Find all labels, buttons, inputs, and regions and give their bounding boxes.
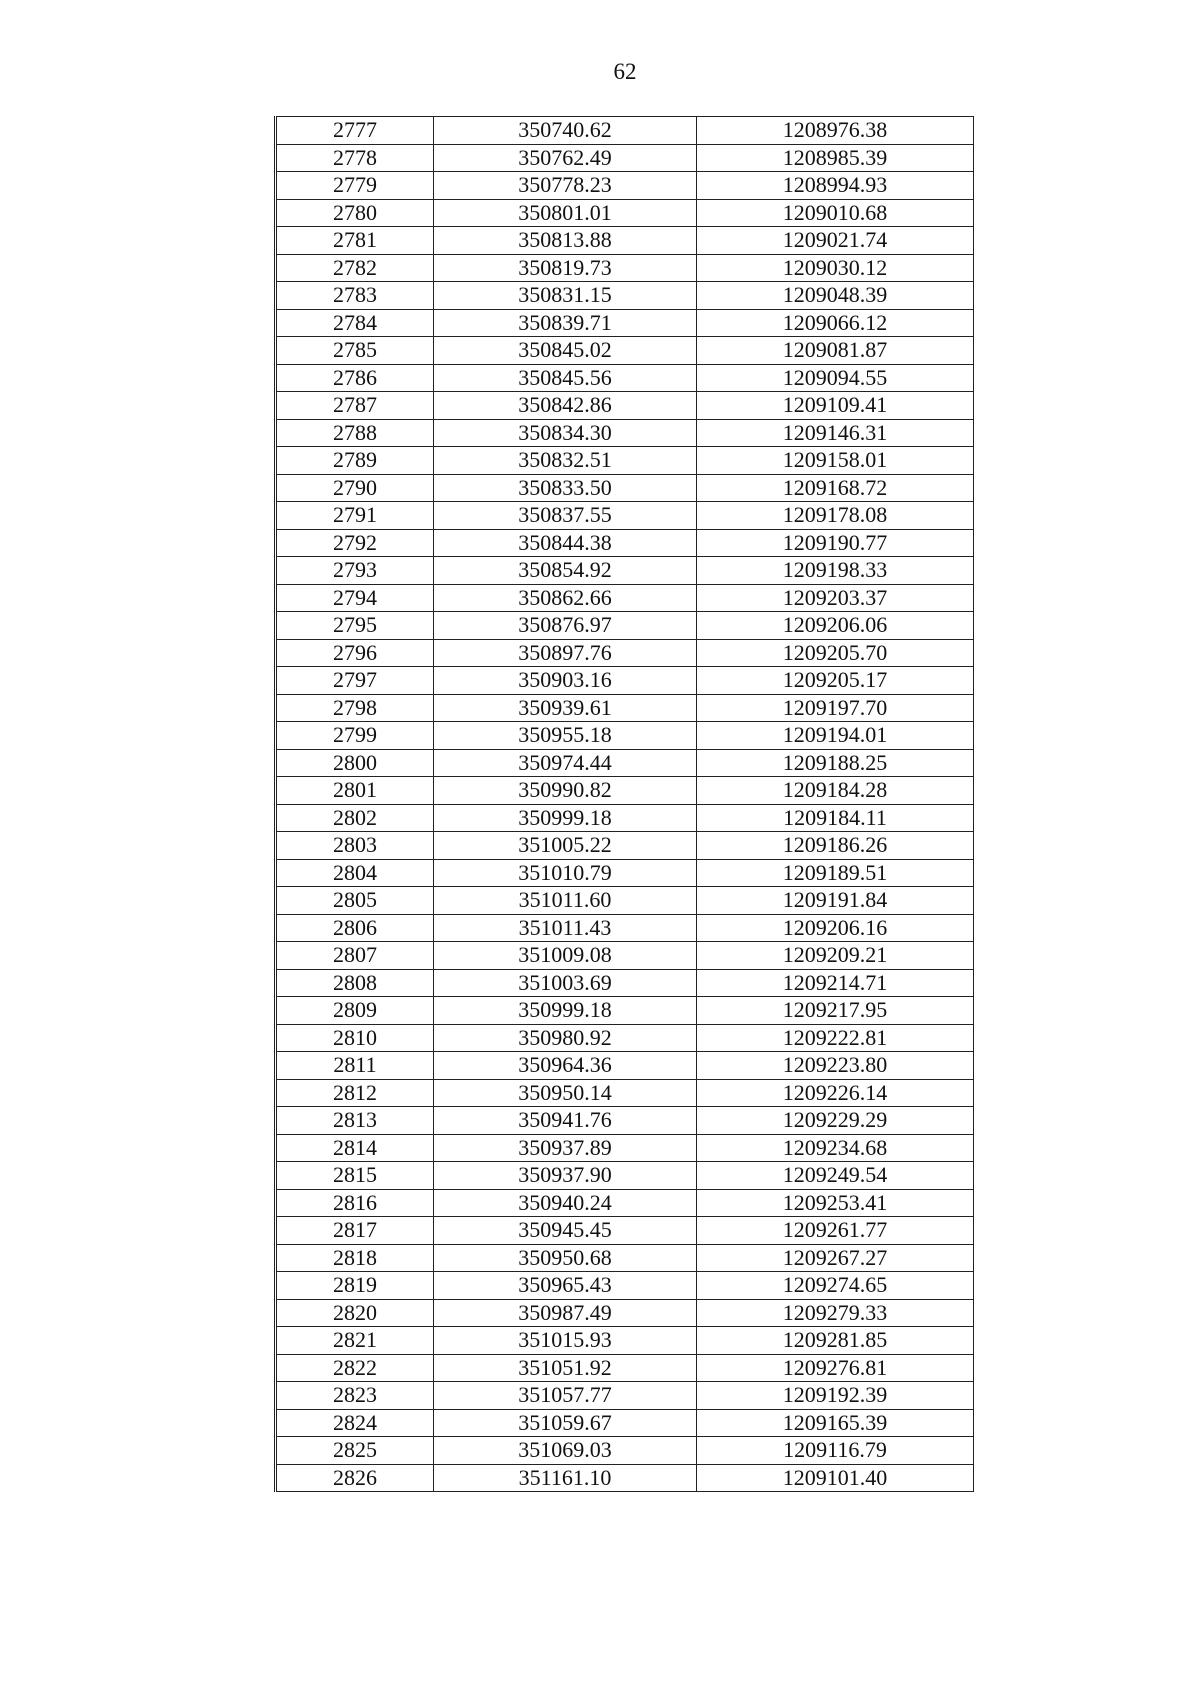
x-coordinate-cell: 351005.22 — [434, 832, 697, 860]
point-number-cell: 2814 — [276, 1134, 434, 1162]
point-number-cell: 2780 — [276, 199, 434, 227]
y-coordinate-cell: 1209274.65 — [697, 1272, 974, 1300]
table-row — [276, 1189, 974, 1217]
table-row — [276, 1079, 974, 1107]
table-row — [276, 364, 974, 392]
table-row — [276, 557, 974, 585]
table-row — [276, 584, 974, 612]
y-coordinate-cell: 1209116.79 — [697, 1437, 974, 1465]
point-number-cell: 2784 — [276, 309, 434, 337]
point-number-cell: 2825 — [276, 1437, 434, 1465]
x-coordinate-cell: 350999.18 — [434, 804, 697, 832]
point-number-cell: 2824 — [276, 1409, 434, 1437]
x-coordinate-cell: 350844.38 — [434, 529, 697, 557]
y-coordinate-cell: 1209178.08 — [697, 502, 974, 530]
table-row — [276, 392, 974, 420]
x-coordinate-cell: 350937.89 — [434, 1134, 697, 1162]
x-coordinate-cell: 351011.60 — [434, 887, 697, 915]
y-coordinate-cell: 1209281.85 — [697, 1327, 974, 1355]
point-number-cell: 2779 — [276, 172, 434, 200]
y-coordinate-cell: 1209205.70 — [697, 639, 974, 667]
x-coordinate-cell: 351051.92 — [434, 1354, 697, 1382]
x-coordinate-cell: 350999.18 — [434, 997, 697, 1025]
point-number-cell: 2789 — [276, 447, 434, 475]
x-coordinate-cell: 350939.61 — [434, 694, 697, 722]
y-coordinate-cell: 1209094.55 — [697, 364, 974, 392]
point-number-cell: 2812 — [276, 1079, 434, 1107]
point-number-cell: 2778 — [276, 144, 434, 172]
table-row — [276, 199, 974, 227]
point-number-cell: 2808 — [276, 969, 434, 997]
point-number-cell: 2797 — [276, 667, 434, 695]
table-row — [276, 144, 974, 172]
table-row — [276, 1327, 974, 1355]
x-coordinate-cell: 351009.08 — [434, 942, 697, 970]
table-row — [276, 309, 974, 337]
x-coordinate-cell: 350940.24 — [434, 1189, 697, 1217]
table-row — [276, 1464, 974, 1492]
point-number-cell: 2799 — [276, 722, 434, 750]
y-coordinate-cell: 1209234.68 — [697, 1134, 974, 1162]
table-row — [276, 502, 974, 530]
table-row — [276, 1299, 974, 1327]
y-coordinate-cell: 1208976.38 — [697, 117, 974, 145]
y-coordinate-cell: 1209186.26 — [697, 832, 974, 860]
y-coordinate-cell: 1209021.74 — [697, 227, 974, 255]
x-coordinate-cell: 350845.02 — [434, 337, 697, 365]
point-number-cell: 2807 — [276, 942, 434, 970]
x-coordinate-cell: 350980.92 — [434, 1024, 697, 1052]
y-coordinate-cell: 1209109.41 — [697, 392, 974, 420]
x-coordinate-cell: 350987.49 — [434, 1299, 697, 1327]
x-coordinate-cell: 351161.10 — [434, 1464, 697, 1492]
point-number-cell: 2815 — [276, 1162, 434, 1190]
x-coordinate-cell: 350813.88 — [434, 227, 697, 255]
y-coordinate-cell: 1209229.29 — [697, 1107, 974, 1135]
y-coordinate-cell: 1209203.37 — [697, 584, 974, 612]
x-coordinate-cell: 350845.56 — [434, 364, 697, 392]
table-row — [276, 887, 974, 915]
y-coordinate-cell: 1209190.77 — [697, 529, 974, 557]
y-coordinate-cell: 1209010.68 — [697, 199, 974, 227]
table-row — [276, 639, 974, 667]
point-number-cell: 2786 — [276, 364, 434, 392]
x-coordinate-cell: 350955.18 — [434, 722, 697, 750]
y-coordinate-cell: 1208985.39 — [697, 144, 974, 172]
y-coordinate-cell: 1209081.87 — [697, 337, 974, 365]
x-coordinate-cell: 351011.43 — [434, 914, 697, 942]
x-coordinate-cell: 350778.23 — [434, 172, 697, 200]
y-coordinate-cell: 1209226.14 — [697, 1079, 974, 1107]
y-coordinate-cell: 1209223.80 — [697, 1052, 974, 1080]
y-coordinate-cell: 1209158.01 — [697, 447, 974, 475]
x-coordinate-cell: 351059.67 — [434, 1409, 697, 1437]
point-number-cell: 2802 — [276, 804, 434, 832]
x-coordinate-cell: 350990.82 — [434, 777, 697, 805]
x-coordinate-cell: 350941.76 — [434, 1107, 697, 1135]
x-coordinate-cell: 351057.77 — [434, 1382, 697, 1410]
y-coordinate-cell: 1209279.33 — [697, 1299, 974, 1327]
y-coordinate-cell: 1209184.28 — [697, 777, 974, 805]
x-coordinate-cell: 350945.45 — [434, 1217, 697, 1245]
table-row — [276, 969, 974, 997]
table-row — [276, 419, 974, 447]
point-number-cell: 2777 — [276, 117, 434, 145]
x-coordinate-cell: 351003.69 — [434, 969, 697, 997]
y-coordinate-cell: 1209197.70 — [697, 694, 974, 722]
y-coordinate-cell: 1209276.81 — [697, 1354, 974, 1382]
point-number-cell: 2796 — [276, 639, 434, 667]
table-row — [276, 1437, 974, 1465]
y-coordinate-cell: 1209165.39 — [697, 1409, 974, 1437]
table-row — [276, 1409, 974, 1437]
point-number-cell: 2801 — [276, 777, 434, 805]
point-number-cell: 2791 — [276, 502, 434, 530]
x-coordinate-cell: 350842.86 — [434, 392, 697, 420]
point-number-cell: 2787 — [276, 392, 434, 420]
y-coordinate-cell: 1209267.27 — [697, 1244, 974, 1272]
table-row — [276, 777, 974, 805]
table-row — [276, 997, 974, 1025]
table-row — [276, 1024, 974, 1052]
table-row — [276, 1052, 974, 1080]
y-coordinate-cell: 1209066.12 — [697, 309, 974, 337]
point-number-cell: 2803 — [276, 832, 434, 860]
y-coordinate-cell: 1209249.54 — [697, 1162, 974, 1190]
table-row — [276, 1354, 974, 1382]
point-number-cell: 2823 — [276, 1382, 434, 1410]
y-coordinate-cell: 1209198.33 — [697, 557, 974, 585]
x-coordinate-cell: 350903.16 — [434, 667, 697, 695]
y-coordinate-cell: 1209192.39 — [697, 1382, 974, 1410]
coordinates-table-body — [276, 117, 974, 1492]
point-number-cell: 2794 — [276, 584, 434, 612]
x-coordinate-cell: 350950.68 — [434, 1244, 697, 1272]
x-coordinate-cell: 350834.30 — [434, 419, 697, 447]
y-coordinate-cell: 1209261.77 — [697, 1217, 974, 1245]
point-number-cell: 2826 — [276, 1464, 434, 1492]
y-coordinate-cell: 1209146.31 — [697, 419, 974, 447]
y-coordinate-cell: 1209048.39 — [697, 282, 974, 310]
x-coordinate-cell: 351015.93 — [434, 1327, 697, 1355]
point-number-cell: 2790 — [276, 474, 434, 502]
y-coordinate-cell: 1209206.06 — [697, 612, 974, 640]
table-row — [276, 172, 974, 200]
x-coordinate-cell: 350937.90 — [434, 1162, 697, 1190]
point-number-cell: 2810 — [276, 1024, 434, 1052]
x-coordinate-cell: 350801.01 — [434, 199, 697, 227]
table-row — [276, 694, 974, 722]
table-row — [276, 914, 974, 942]
point-number-cell: 2798 — [276, 694, 434, 722]
page-number: 62 — [613, 59, 637, 84]
point-number-cell: 2785 — [276, 337, 434, 365]
table-row — [276, 447, 974, 475]
table-row — [276, 1217, 974, 1245]
table-row — [276, 749, 974, 777]
x-coordinate-cell: 350832.51 — [434, 447, 697, 475]
x-coordinate-cell: 350854.92 — [434, 557, 697, 585]
x-coordinate-cell: 350964.36 — [434, 1052, 697, 1080]
y-coordinate-cell: 1209214.71 — [697, 969, 974, 997]
point-number-cell: 2788 — [276, 419, 434, 447]
table-row — [276, 474, 974, 502]
y-coordinate-cell: 1209101.40 — [697, 1464, 974, 1492]
y-coordinate-cell: 1209205.17 — [697, 667, 974, 695]
x-coordinate-cell: 350876.97 — [434, 612, 697, 640]
table-row — [276, 942, 974, 970]
point-number-cell: 2817 — [276, 1217, 434, 1245]
y-coordinate-cell: 1209184.11 — [697, 804, 974, 832]
point-number-cell: 2821 — [276, 1327, 434, 1355]
x-coordinate-cell: 350839.71 — [434, 309, 697, 337]
x-coordinate-cell: 351069.03 — [434, 1437, 697, 1465]
point-number-cell: 2781 — [276, 227, 434, 255]
point-number-cell: 2813 — [276, 1107, 434, 1135]
point-number-cell: 2804 — [276, 859, 434, 887]
y-coordinate-cell: 1208994.93 — [697, 172, 974, 200]
y-coordinate-cell: 1209189.51 — [697, 859, 974, 887]
x-coordinate-cell: 350833.50 — [434, 474, 697, 502]
y-coordinate-cell: 1209222.81 — [697, 1024, 974, 1052]
table-row — [276, 254, 974, 282]
table-row — [276, 1244, 974, 1272]
y-coordinate-cell: 1209217.95 — [697, 997, 974, 1025]
table-row — [276, 804, 974, 832]
point-number-cell: 2820 — [276, 1299, 434, 1327]
point-number-cell: 2811 — [276, 1052, 434, 1080]
x-coordinate-cell: 350897.76 — [434, 639, 697, 667]
table-row — [276, 1134, 974, 1162]
point-number-cell: 2792 — [276, 529, 434, 557]
point-number-cell: 2809 — [276, 997, 434, 1025]
table-row — [276, 282, 974, 310]
x-coordinate-cell: 350762.49 — [434, 144, 697, 172]
y-coordinate-cell: 1209168.72 — [697, 474, 974, 502]
y-coordinate-cell: 1209188.25 — [697, 749, 974, 777]
x-coordinate-cell: 350819.73 — [434, 254, 697, 282]
y-coordinate-cell: 1209194.01 — [697, 722, 974, 750]
table-row — [276, 832, 974, 860]
point-number-cell: 2822 — [276, 1354, 434, 1382]
x-coordinate-cell: 350950.14 — [434, 1079, 697, 1107]
table-row — [276, 1382, 974, 1410]
coordinates-table — [274, 116, 974, 1492]
table-row — [276, 612, 974, 640]
table-row — [276, 859, 974, 887]
y-coordinate-cell: 1209206.16 — [697, 914, 974, 942]
table-row — [276, 529, 974, 557]
y-coordinate-cell: 1209030.12 — [697, 254, 974, 282]
table-row — [276, 1162, 974, 1190]
point-number-cell: 2806 — [276, 914, 434, 942]
x-coordinate-cell: 350831.15 — [434, 282, 697, 310]
point-number-cell: 2816 — [276, 1189, 434, 1217]
point-number-cell: 2800 — [276, 749, 434, 777]
table-row — [276, 227, 974, 255]
table-row — [276, 667, 974, 695]
point-number-cell: 2782 — [276, 254, 434, 282]
point-number-cell: 2793 — [276, 557, 434, 585]
point-number-cell: 2818 — [276, 1244, 434, 1272]
point-number-cell: 2783 — [276, 282, 434, 310]
x-coordinate-cell: 350837.55 — [434, 502, 697, 530]
table-row — [276, 337, 974, 365]
x-coordinate-cell: 350965.43 — [434, 1272, 697, 1300]
y-coordinate-cell: 1209209.21 — [697, 942, 974, 970]
x-coordinate-cell: 351010.79 — [434, 859, 697, 887]
point-number-cell: 2819 — [276, 1272, 434, 1300]
x-coordinate-cell: 350740.62 — [434, 117, 697, 145]
table-row — [276, 722, 974, 750]
y-coordinate-cell: 1209191.84 — [697, 887, 974, 915]
table-row — [276, 117, 974, 145]
x-coordinate-cell: 350862.66 — [434, 584, 697, 612]
y-coordinate-cell: 1209253.41 — [697, 1189, 974, 1217]
x-coordinate-cell: 350974.44 — [434, 749, 697, 777]
table-row — [276, 1272, 974, 1300]
table-row — [276, 1107, 974, 1135]
point-number-cell: 2805 — [276, 887, 434, 915]
point-number-cell: 2795 — [276, 612, 434, 640]
